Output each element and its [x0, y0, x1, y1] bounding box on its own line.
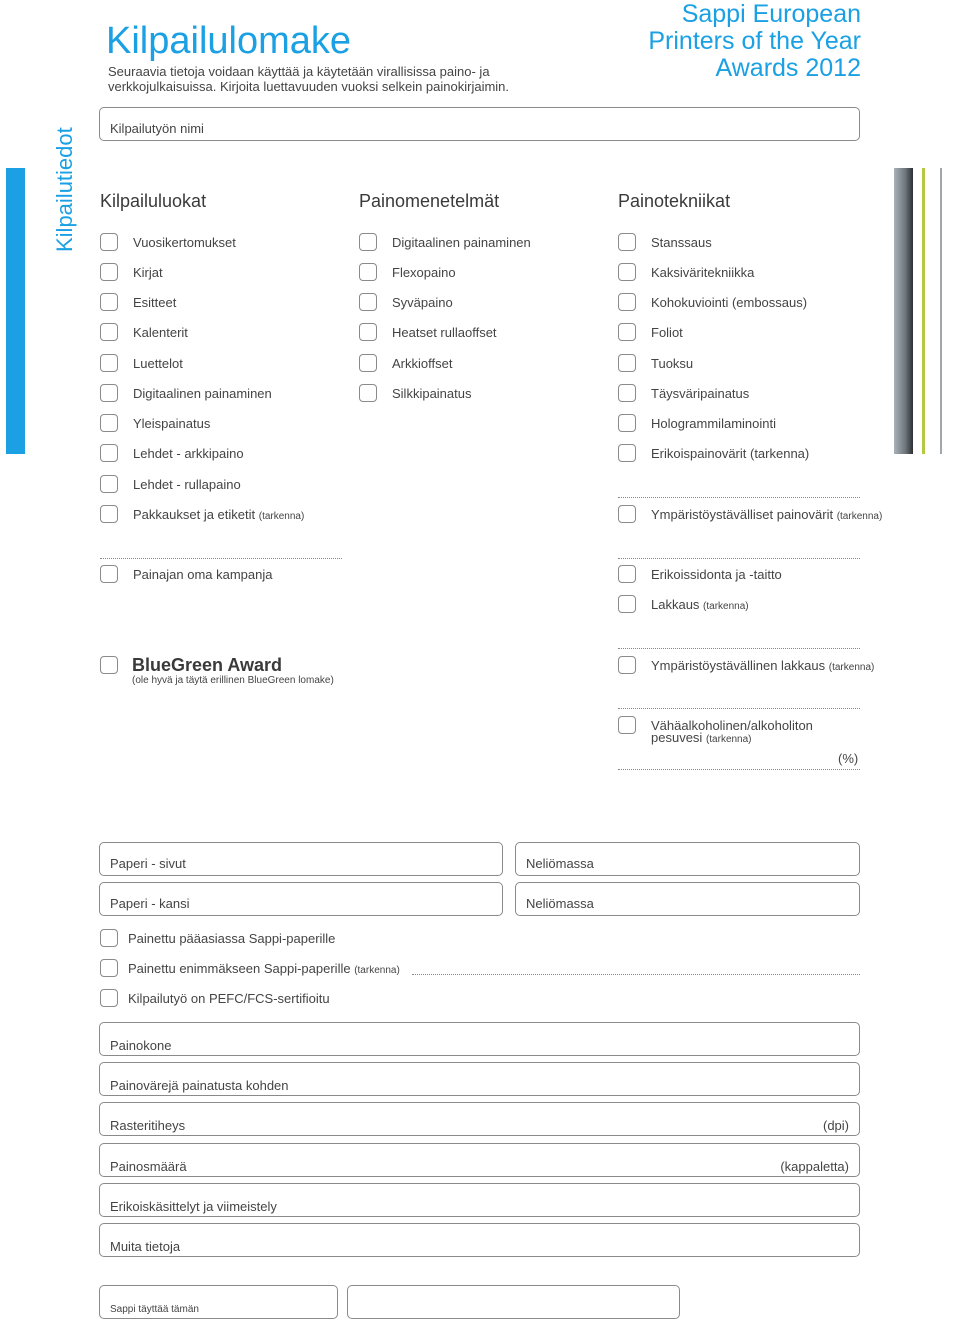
right-accent-line-green	[922, 168, 925, 454]
alcohol-label-line2: pesuvesi (tarkenna)	[651, 730, 752, 745]
entry-name-label: Kilpailutyön nimi	[110, 121, 204, 136]
special-binding-checkbox[interactable]	[618, 565, 636, 583]
technique-checkbox[interactable]	[618, 384, 636, 402]
category-checkbox[interactable]	[100, 354, 118, 372]
category-label: Kirjat	[133, 265, 163, 280]
bluegreen-title: BlueGreen Award	[132, 655, 283, 675]
award-title-2: Printers of the Year	[648, 27, 861, 55]
technique-label: Erikoispainovärit (tarkenna)	[651, 446, 810, 461]
pefc-checkbox[interactable]	[100, 989, 118, 1007]
grammage-pages-field[interactable]	[515, 842, 860, 876]
method-label: Heatset rullaoffset	[392, 325, 497, 340]
award-title-1: Sappi European	[681, 0, 861, 28]
colours-field[interactable]	[99, 1062, 860, 1096]
alcohol-label-line1: Vähäalkoholinen/alkoholiton	[651, 718, 813, 733]
varnish-label: Lakkaus (tarkenna)	[651, 597, 749, 612]
sappi-use-field[interactable]	[99, 1285, 338, 1319]
category-checkbox[interactable]	[100, 263, 118, 281]
special-binding-label: Erikoissidonta ja -taitto	[651, 567, 782, 582]
grammage-cover-label: Neliömassa	[526, 896, 594, 911]
finishing-field[interactable]	[99, 1183, 860, 1217]
method-label: Digitaalinen painaminen	[392, 235, 531, 250]
category-checkbox[interactable]	[100, 384, 118, 402]
alcohol-unit: (%)	[838, 751, 859, 766]
method-label: Arkkioffset	[392, 356, 453, 371]
technique-label: Kohokuviointi (embossaus)	[651, 295, 808, 310]
paper-cover-label: Paperi - kansi	[110, 896, 190, 911]
finishing-label: Erikoiskäsittelyt ja viimeistely	[110, 1199, 277, 1214]
form-subtitle-2: verkkojulkaisuissa. Kirjoita luettavuuden vuoksi selkein painokirjaimin.	[108, 79, 510, 94]
categories-heading: Kilpailuluokat	[100, 191, 207, 211]
eco-inks-checkbox[interactable]	[618, 505, 636, 523]
technique-checkbox[interactable]	[618, 263, 636, 281]
category-label: Lehdet - rullapaino	[133, 477, 241, 492]
run-field[interactable]	[99, 1143, 860, 1177]
right-photo-strip	[894, 168, 913, 454]
paper-pages-label: Paperi - sivut	[110, 856, 186, 871]
eco-varnish-label: Ympäristöystävällinen lakkaus (tarkenna)	[651, 658, 875, 673]
category-label: Digitaalinen painaminen	[133, 386, 272, 401]
methods-heading: Painomenetelmät	[359, 191, 500, 211]
category-checkbox[interactable]	[100, 444, 118, 462]
printer-campaign-checkbox[interactable]	[100, 565, 118, 583]
press-label: Painokone	[110, 1038, 172, 1053]
method-checkbox[interactable]	[359, 263, 377, 281]
alcohol-checkbox[interactable]	[618, 716, 636, 734]
eco-varnish-writein-line[interactable]	[618, 708, 860, 709]
sappi-mostly-checkbox[interactable]	[100, 959, 118, 977]
run-unit: (kappaletta)	[780, 1159, 849, 1174]
form-title: Kilpailulomake	[106, 20, 352, 62]
technique-label: Hologrammilaminointi	[651, 416, 776, 431]
technique-checkbox[interactable]	[618, 293, 636, 311]
paper-pages-field[interactable]	[99, 842, 503, 876]
category-checkbox[interactable]	[100, 414, 118, 432]
sappi-mostly-label: Painettu enimmäkseen Sappi-paperille (tarkenna)	[128, 961, 400, 976]
varnish-checkbox[interactable]	[618, 595, 636, 613]
screen-label: Rasteritiheys	[110, 1118, 186, 1133]
category-checkbox[interactable]	[100, 293, 118, 311]
form-subtitle-1: Seuraavia tietoja voidaan käyttää ja käytetään virallisissa paino- ja	[108, 64, 490, 79]
method-checkbox[interactable]	[359, 293, 377, 311]
grammage-pages-label: Neliömassa	[526, 856, 594, 871]
special-inks-writein-line[interactable]	[618, 497, 860, 498]
press-field[interactable]	[99, 1022, 860, 1056]
sappi-use-label: Sappi täyttää tämän	[110, 1304, 199, 1315]
screen-unit: (dpi)	[822, 1118, 849, 1133]
run-label: Painosmäärä	[110, 1159, 187, 1174]
category-label: Yleispainatus	[133, 416, 211, 431]
category-label: Esitteet	[133, 295, 177, 310]
method-label: Syväpaino	[392, 295, 453, 310]
grammage-cover-field[interactable]	[515, 882, 860, 916]
method-label: Flexopaino	[392, 265, 456, 280]
sappi-mainly-label: Painettu pääasiassa Sappi-paperille	[128, 931, 336, 946]
technique-checkbox[interactable]	[618, 354, 636, 372]
category-label: Pakkaukset ja etiketit (tarkenna)	[133, 507, 305, 522]
technique-checkbox[interactable]	[618, 414, 636, 432]
technique-checkbox[interactable]	[618, 444, 636, 462]
technique-label: Tuoksu	[651, 356, 694, 371]
other-field[interactable]	[99, 1223, 860, 1257]
bluegreen-note: (ole hyvä ja täytä erillinen BlueGreen lomake)	[132, 675, 334, 686]
other-label: Muita tietoja	[110, 1239, 181, 1254]
varnish-writein-line[interactable]	[618, 648, 860, 649]
sappi-use-field-2[interactable]	[347, 1285, 680, 1319]
right-accent-line-grey	[940, 168, 942, 454]
method-checkbox[interactable]	[359, 354, 377, 372]
packaging-writein-line[interactable]	[100, 558, 342, 559]
screen-field[interactable]	[99, 1102, 860, 1136]
method-label: Silkkipainatus	[392, 386, 472, 401]
bluegreen-checkbox[interactable]	[100, 656, 118, 674]
techniques-heading: Painotekniikat	[618, 191, 731, 211]
technique-label: Stanssaus	[651, 235, 712, 250]
alcohol-writein-line[interactable]	[618, 769, 860, 770]
eco-varnish-checkbox[interactable]	[618, 656, 636, 674]
entry-name-field[interactable]	[99, 107, 860, 141]
category-checkbox[interactable]	[100, 475, 118, 493]
category-checkbox[interactable]	[100, 505, 118, 523]
category-label: Vuosikertomukset	[133, 235, 236, 250]
method-checkbox[interactable]	[359, 323, 377, 341]
colours-label: Painovärejä painatusta kohden	[110, 1078, 289, 1093]
technique-checkbox[interactable]	[618, 233, 636, 251]
award-title-3: Awards 2012	[715, 54, 861, 82]
category-label: Kalenterit	[133, 325, 188, 340]
eco-inks-writein-line[interactable]	[618, 558, 860, 559]
technique-label: Kaksiväritekniikka	[651, 265, 755, 280]
category-label: Lehdet - arkkipaino	[133, 446, 244, 461]
sappi-mainly-checkbox[interactable]	[100, 929, 118, 947]
sappi-mostly-writein-line[interactable]	[412, 974, 860, 975]
technique-label: Foliot	[651, 325, 683, 340]
category-label: Luettelot	[133, 356, 183, 371]
technique-label: Täysväripainatus	[651, 386, 750, 401]
printer-campaign-label: Painajan oma kampanja	[133, 567, 273, 582]
method-checkbox[interactable]	[359, 384, 377, 402]
side-accent-bar	[6, 168, 25, 454]
pefc-label: Kilpailutyö on PEFC/FCS-sertifioitu	[128, 991, 330, 1006]
side-label: Kilpailutiedot	[52, 127, 77, 252]
category-checkbox[interactable]	[100, 323, 118, 341]
paper-cover-field[interactable]	[99, 882, 503, 916]
category-checkbox[interactable]	[100, 233, 118, 251]
eco-inks-label: Ympäristöystävälliset painovärit (tarkenna)	[651, 507, 883, 522]
technique-checkbox[interactable]	[618, 323, 636, 341]
method-checkbox[interactable]	[359, 233, 377, 251]
